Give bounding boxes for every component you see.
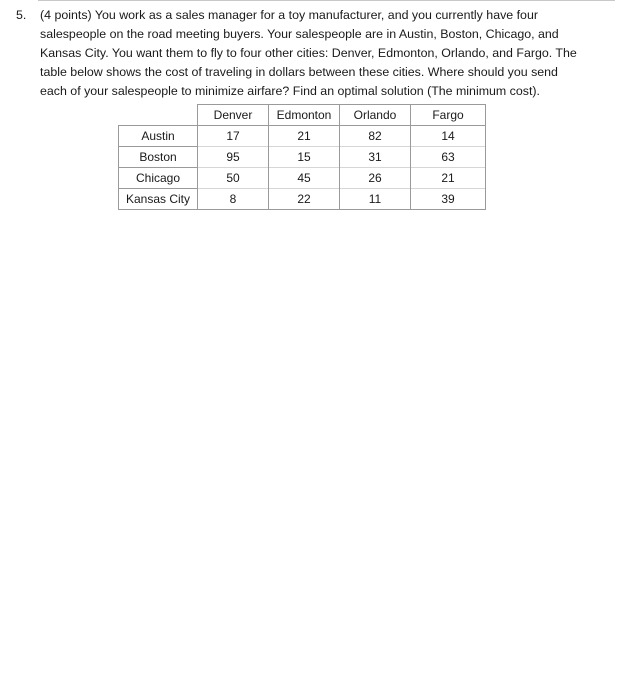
table-cell: 95: [198, 147, 269, 168]
table-cell: 31: [340, 147, 411, 168]
table-row: [119, 168, 486, 189]
row-header-chicago: Chicago: [119, 168, 198, 189]
table-cell: 11: [340, 189, 411, 210]
table-cell: 26: [340, 168, 411, 189]
question-number: 5.: [16, 8, 27, 22]
table-header-row: [119, 105, 486, 126]
table-row: [119, 126, 486, 147]
question-text: [40, 6, 586, 101]
top-rule: [38, 0, 615, 1]
table-cell: 17: [198, 126, 269, 147]
question-line: (4 points) You work as a sales manager for a toy manufacturer, and you currently have four: [40, 8, 538, 22]
question-line: salespeople on the road meeting buyers. Your salespeople are in Austin, Boston, Chicago, and: [40, 27, 559, 41]
table-cell: 21: [269, 126, 340, 147]
row-header-boston: Boston: [119, 147, 198, 168]
column-header-denver: Denver: [198, 105, 269, 126]
question-block: [16, 6, 586, 101]
table-corner-cell: [119, 105, 198, 126]
table-cell: 39: [411, 189, 486, 210]
table-row: [119, 147, 486, 168]
table-cell: 15: [269, 147, 340, 168]
question-line: Kansas City. You want them to fly to four other cities: Denver, Edmonton, Orlando, and Fargo. The: [40, 46, 577, 60]
row-header-austin: Austin: [119, 126, 198, 147]
table-cell: 14: [411, 126, 486, 147]
table-cell: 82: [340, 126, 411, 147]
table-cell: 50: [198, 168, 269, 189]
question-line: table below shows the cost of traveling in dollars between these cities. Where should you send: [40, 65, 558, 79]
column-header-orlando: Orlando: [340, 105, 411, 126]
table-cell: 8: [198, 189, 269, 210]
table-cell: 45: [269, 168, 340, 189]
table-cell: 21: [411, 168, 486, 189]
table-cell: 63: [411, 147, 486, 168]
row-header-kansas-city: Kansas City: [119, 189, 198, 210]
column-header-edmonton: Edmonton: [269, 105, 340, 126]
table-cell: 22: [269, 189, 340, 210]
table-row: [119, 189, 486, 210]
column-header-fargo: Fargo: [411, 105, 486, 126]
question-line: each of your salespeople to minimize airfare? Find an optimal solution (The minimum cost).: [40, 84, 540, 98]
travel-cost-table: [118, 104, 486, 210]
